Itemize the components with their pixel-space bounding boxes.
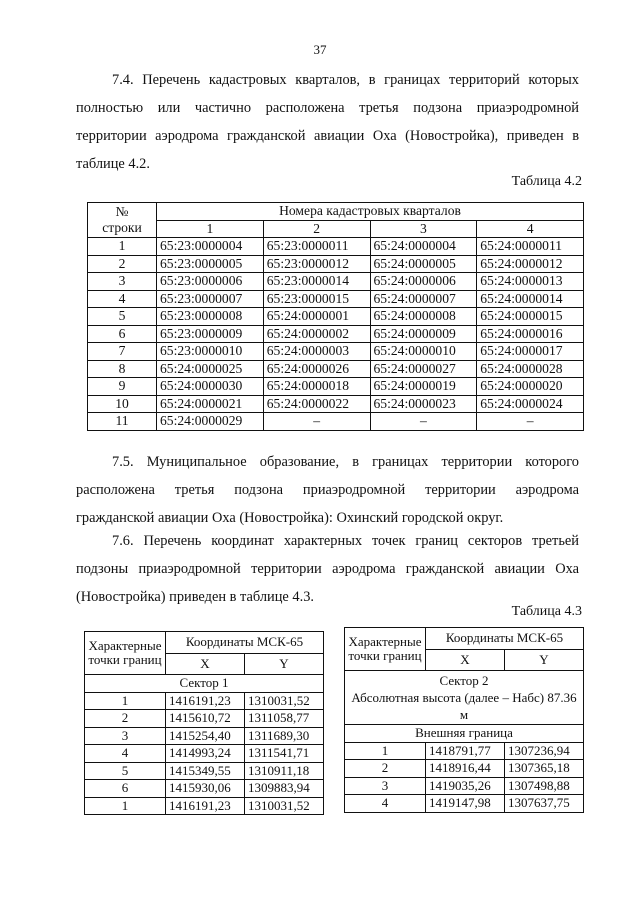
column-header-4: 4 [477, 220, 584, 238]
table-row [88, 255, 584, 273]
table-row [85, 797, 324, 815]
cadastral-number: 65:23:0000011 [263, 238, 370, 256]
header-points: Характерные точки границ [345, 628, 426, 671]
point-number: 5 [85, 762, 166, 780]
cadastral-number: – [370, 413, 477, 431]
table-4-2 [87, 202, 584, 431]
coord-x: 1416191,23 [166, 797, 245, 815]
sector-label: Сектор 2 [439, 673, 489, 688]
table-row [88, 395, 584, 413]
point-number: 1 [345, 742, 426, 760]
cadastral-number: – [263, 413, 370, 431]
cadastral-number: 65:24:0000011 [477, 238, 584, 256]
table-4-2-caption: Таблица 4.2 [511, 174, 582, 189]
point-number: 1 [85, 797, 166, 815]
coord-x: 1419147,98 [426, 795, 505, 813]
column-header-2: 2 [263, 220, 370, 238]
table-row [345, 760, 584, 778]
section-7-6-text: 7.6. Перечень координат характерных точек границ секторов третьей подзоны приаэродромной территории аэродрома гражданской авиации Оха (Новостройка) приведен в таблице 4.3. [76, 533, 579, 605]
cadastral-number: 65:23:0000009 [157, 325, 264, 343]
header-coordinates: Координаты МСК-65 [166, 632, 324, 654]
coord-x: 1415930,06 [166, 780, 245, 798]
cadastral-number: 65:24:0000001 [263, 308, 370, 326]
coord-y: 1309883,94 [245, 780, 324, 798]
table-row [88, 273, 584, 291]
row-number: 11 [88, 413, 157, 431]
coord-y: 1310031,52 [245, 692, 324, 710]
table-row [345, 795, 584, 813]
coord-y: 1311541,71 [245, 745, 324, 763]
height-note: Абсолютная высота (далее – Набс) 87.36 м [351, 690, 577, 722]
point-number: 2 [85, 710, 166, 728]
header-cadastral-numbers: Номера кадастровых кварталов [157, 203, 584, 221]
table-4-3-sector-1 [84, 631, 324, 815]
row-number: 6 [88, 325, 157, 343]
cadastral-number: 65:24:0000028 [477, 360, 584, 378]
section-7-5-paragraph [76, 448, 579, 532]
header-row-number: № строки [88, 203, 157, 238]
point-number: 4 [85, 745, 166, 763]
table-row [88, 413, 584, 431]
coord-y: 1307498,88 [504, 777, 583, 795]
cadastral-number: 65:24:0000007 [370, 290, 477, 308]
table-row [88, 308, 584, 326]
point-number: 1 [85, 692, 166, 710]
sector-info [345, 671, 584, 725]
row-number: 7 [88, 343, 157, 361]
cadastral-number: 65:23:0000007 [157, 290, 264, 308]
table-row [88, 290, 584, 308]
cadastral-number: 65:24:0000004 [370, 238, 477, 256]
cadastral-number: – [477, 413, 584, 431]
table-row [85, 692, 324, 710]
point-number: 4 [345, 795, 426, 813]
cadastral-number: 65:23:0000005 [157, 255, 264, 273]
cadastral-number: 65:24:0000019 [370, 378, 477, 396]
cadastral-number: 65:24:0000008 [370, 308, 477, 326]
section-7-6-paragraph [76, 527, 579, 611]
coord-y: 1311058,77 [245, 710, 324, 728]
cadastral-number: 65:24:0000020 [477, 378, 584, 396]
table-row [85, 780, 324, 798]
cadastral-number: 65:23:0000008 [157, 308, 264, 326]
header-coordinates: Координаты МСК-65 [426, 628, 584, 650]
coord-x: 1415610,72 [166, 710, 245, 728]
cadastral-number: 65:24:0000005 [370, 255, 477, 273]
row-number: 4 [88, 290, 157, 308]
cadastral-number: 65:23:0000015 [263, 290, 370, 308]
page-number: 37 [313, 42, 327, 57]
row-number: 9 [88, 378, 157, 396]
row-number: 3 [88, 273, 157, 291]
coord-x: 1414993,24 [166, 745, 245, 763]
row-number: 1 [88, 238, 157, 256]
header-x: X [166, 653, 245, 675]
table-4-3-sector-2 [344, 627, 584, 813]
point-number: 3 [345, 777, 426, 795]
cadastral-number: 65:24:0000029 [157, 413, 264, 431]
coord-y: 1310031,52 [245, 797, 324, 815]
cadastral-number: 65:24:0000030 [157, 378, 264, 396]
coord-x: 1416191,23 [166, 692, 245, 710]
cadastral-number: 65:23:0000010 [157, 343, 264, 361]
coord-y: 1307236,94 [504, 742, 583, 760]
cadastral-number: 65:24:0000013 [477, 273, 584, 291]
coord-x: 1418791,77 [426, 742, 505, 760]
coord-y: 1310911,18 [245, 762, 324, 780]
coord-y: 1311689,30 [245, 727, 324, 745]
column-header-3: 3 [370, 220, 477, 238]
cadastral-number: 65:24:0000021 [157, 395, 264, 413]
cadastral-number: 65:24:0000015 [477, 308, 584, 326]
row-number: 10 [88, 395, 157, 413]
cadastral-number: 65:24:0000010 [370, 343, 477, 361]
header-points: Характерные точки границ [85, 632, 166, 675]
cadastral-number: 65:24:0000022 [263, 395, 370, 413]
coord-x: 1418916,44 [426, 760, 505, 778]
row-number: 8 [88, 360, 157, 378]
row-number: 5 [88, 308, 157, 326]
cadastral-number: 65:24:0000018 [263, 378, 370, 396]
point-number: 2 [345, 760, 426, 778]
table-row [85, 710, 324, 728]
coord-y: 1307637,75 [504, 795, 583, 813]
cadastral-number: 65:24:0000016 [477, 325, 584, 343]
header-x: X [426, 649, 505, 671]
cadastral-number: 65:23:0000012 [263, 255, 370, 273]
coord-x: 1419035,26 [426, 777, 505, 795]
table-row [85, 727, 324, 745]
table-row [88, 238, 584, 256]
table-row [88, 378, 584, 396]
sector-label: Сектор 1 [85, 675, 324, 693]
table-row [88, 360, 584, 378]
point-number: 6 [85, 780, 166, 798]
section-7-4-paragraph [76, 66, 579, 178]
coord-x: 1415349,55 [166, 762, 245, 780]
table-row [85, 745, 324, 763]
coord-y: 1307365,18 [504, 760, 583, 778]
cadastral-number: 65:23:0000014 [263, 273, 370, 291]
cadastral-number: 65:23:0000004 [157, 238, 264, 256]
header-y: Y [504, 649, 583, 671]
cadastral-number: 65:23:0000006 [157, 273, 264, 291]
cadastral-number: 65:24:0000012 [477, 255, 584, 273]
cadastral-number: 65:24:0000027 [370, 360, 477, 378]
column-header-1: 1 [157, 220, 264, 238]
table-row [88, 325, 584, 343]
cadastral-number: 65:24:0000006 [370, 273, 477, 291]
table-row [85, 762, 324, 780]
row-number: 2 [88, 255, 157, 273]
cadastral-number: 65:24:0000025 [157, 360, 264, 378]
section-7-5-text: 7.5. Муниципальное образование, в границах территории которого расположена третья подзона приаэродромной территории аэродрома гражданской авиации Оха (Новостройка): Охинский городской округ. [76, 454, 579, 526]
cadastral-number: 65:24:0000017 [477, 343, 584, 361]
cadastral-number: 65:24:0000023 [370, 395, 477, 413]
section-7-4-text: 7.4. Перечень кадастровых кварталов, в границах территорий которых полностью или частично расположена третья подзона приаэродромной территории аэродрома гражданской авиации Оха (Новостройка), приведен в таблице 4.2. [76, 72, 579, 172]
cadastral-number: 65:24:0000024 [477, 395, 584, 413]
coord-x: 1415254,40 [166, 727, 245, 745]
cadastral-number: 65:24:0000014 [477, 290, 584, 308]
cadastral-number: 65:24:0000003 [263, 343, 370, 361]
table-row [88, 343, 584, 361]
table-row [345, 777, 584, 795]
cadastral-number: 65:24:0000002 [263, 325, 370, 343]
point-number: 3 [85, 727, 166, 745]
boundary-label: Внешняя граница [345, 725, 584, 743]
table-4-3-caption: Таблица 4.3 [511, 604, 582, 619]
table-row [345, 742, 584, 760]
header-y: Y [245, 653, 324, 675]
cadastral-number: 65:24:0000009 [370, 325, 477, 343]
cadastral-number: 65:24:0000026 [263, 360, 370, 378]
